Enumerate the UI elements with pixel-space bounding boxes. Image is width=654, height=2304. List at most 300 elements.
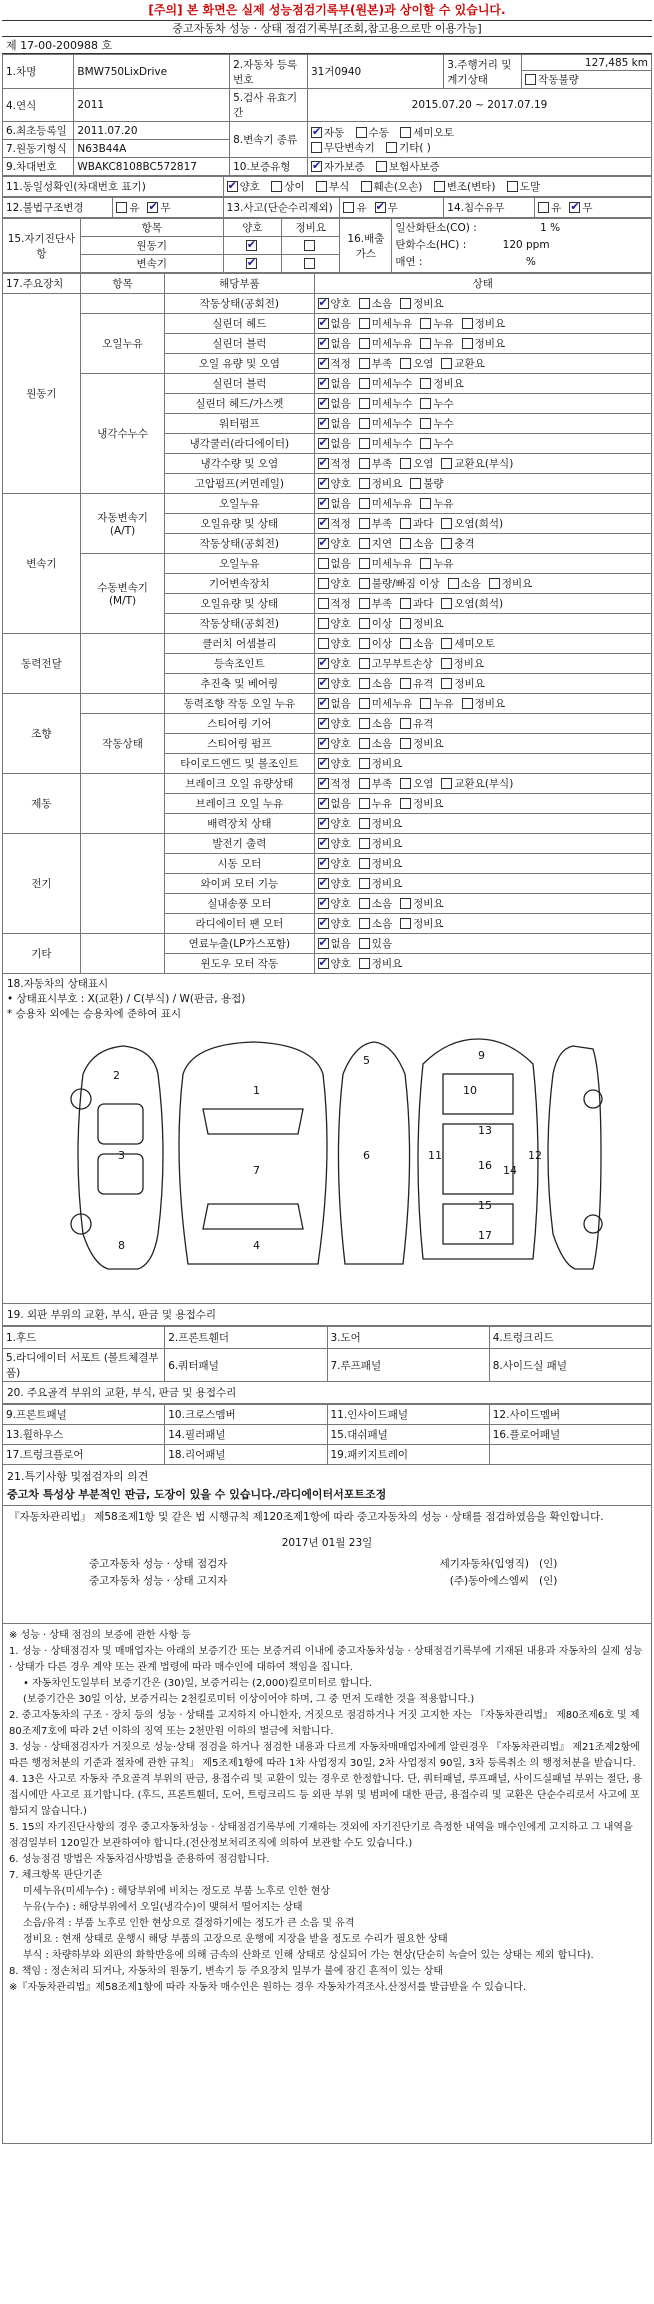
status-option-label: 양호 xyxy=(330,898,351,910)
status-checkbox[interactable] xyxy=(318,478,329,489)
status-checkbox[interactable] xyxy=(400,738,411,749)
status-checkbox[interactable] xyxy=(318,398,329,409)
status-part: 클러치 어셈블리 xyxy=(165,634,314,654)
warranty-options xyxy=(308,158,652,176)
status-checkbox[interactable] xyxy=(441,358,452,369)
status-subgroup: 오일누유 xyxy=(80,314,164,374)
status-option-label: 없음 xyxy=(330,318,351,330)
status-options xyxy=(314,554,652,574)
status-checkbox[interactable] xyxy=(420,418,431,429)
car-part-number: 10 xyxy=(463,1084,477,1097)
status-checkbox[interactable] xyxy=(359,398,370,409)
note-line: ※『자동차관리법』제58조제1항에 따라 자동차 매수인은 원하는 경우 자동차가격조사.산정서를 발급받을 수 있습니다. xyxy=(9,1982,527,1993)
status-checkbox[interactable] xyxy=(400,538,411,549)
warranty-self-label: 자가보증 xyxy=(324,161,365,173)
status-part: 실내송풍 모터 xyxy=(165,894,314,914)
status-checkbox[interactable] xyxy=(359,818,370,829)
status-checkbox[interactable] xyxy=(420,378,431,389)
trans-semi-checkbox[interactable] xyxy=(400,127,411,138)
status-row xyxy=(3,554,652,574)
status-checkbox[interactable] xyxy=(441,678,452,689)
status-checkbox[interactable] xyxy=(462,318,473,329)
status-checkbox[interactable] xyxy=(359,838,370,849)
status-checkbox[interactable] xyxy=(400,798,411,809)
sec20-item: 18.리어패널 xyxy=(165,1445,327,1465)
status-checkbox[interactable] xyxy=(318,498,329,509)
vin-mark-diff-checkbox[interactable] xyxy=(271,181,282,192)
trans-auto-checkbox[interactable] xyxy=(311,127,322,138)
motor-label: 7.원동기형식 xyxy=(3,140,74,158)
warranty-self-checkbox[interactable] xyxy=(311,161,322,172)
status-checkbox[interactable] xyxy=(318,358,329,369)
status-checkbox[interactable] xyxy=(420,498,431,509)
status-option-label: 오염 xyxy=(413,458,434,470)
status-option-label: 정비요 xyxy=(413,798,444,810)
status-option-label: 양호 xyxy=(330,818,351,830)
status-checkbox[interactable] xyxy=(318,578,329,589)
status-checkbox[interactable] xyxy=(318,878,329,889)
status-part: 작동상태(공회전) xyxy=(165,534,314,554)
status-checkbox[interactable] xyxy=(318,938,329,949)
status-checkbox[interactable] xyxy=(318,918,329,929)
diag-engine-good-checkbox[interactable] xyxy=(246,240,257,251)
status-option-label: 부족 xyxy=(371,458,393,470)
main-devices-table xyxy=(2,273,652,974)
diag-engine-bad-checkbox[interactable] xyxy=(304,240,315,251)
car-part-number: 11 xyxy=(428,1149,442,1162)
status-option-label: 교환요(부식) xyxy=(454,778,514,790)
vin-mark-altered-checkbox[interactable] xyxy=(434,181,445,192)
status-checkbox[interactable] xyxy=(420,558,431,569)
status-option-label: 유격 xyxy=(413,718,434,730)
status-row xyxy=(3,314,652,334)
status-checkbox[interactable] xyxy=(441,598,452,609)
status-checkbox[interactable] xyxy=(359,938,370,949)
status-option-label: 누수 xyxy=(433,438,454,450)
status-option-label: 없음 xyxy=(330,698,351,710)
status-checkbox[interactable] xyxy=(441,638,452,649)
status-checkbox[interactable] xyxy=(318,818,329,829)
status-option-label: 양호 xyxy=(330,538,351,550)
diag-trans-label: 변속기 xyxy=(80,255,223,273)
trans-manual-checkbox[interactable] xyxy=(356,127,367,138)
status-checkbox[interactable] xyxy=(359,578,370,589)
status-option-label: 누유 xyxy=(433,338,454,350)
sec20-item: 13.휠하우스 xyxy=(3,1425,165,1445)
status-row xyxy=(3,494,652,514)
sign-date: 2017년 01월 23일 xyxy=(281,1537,373,1549)
status-options xyxy=(314,794,652,814)
status-option-label: 정비요 xyxy=(474,698,506,710)
opinion-section xyxy=(2,1465,652,1506)
status-row xyxy=(3,934,652,954)
status-checkbox[interactable] xyxy=(400,618,411,629)
flood-no-checkbox[interactable] xyxy=(569,202,580,213)
status-checkbox[interactable] xyxy=(318,798,329,809)
sec19-item: 6.쿼터패널 xyxy=(165,1349,327,1382)
status-subgroup: 냉각수누수 xyxy=(80,374,164,494)
status-option-label: 정비요 xyxy=(371,758,403,770)
sec19-item: 1.후드 xyxy=(3,1327,165,1349)
warranty-insurer-checkbox[interactable] xyxy=(376,161,387,172)
status-options xyxy=(314,814,652,834)
status-checkbox[interactable] xyxy=(318,318,329,329)
vin-mark-painted-checkbox[interactable] xyxy=(507,181,518,192)
status-option-label: 누유 xyxy=(371,798,393,810)
status-options xyxy=(314,774,652,794)
sec20-item: 16.플로어패널 xyxy=(489,1425,651,1445)
status-checkbox[interactable] xyxy=(318,418,329,429)
status-subgroup xyxy=(80,294,164,314)
status-checkbox[interactable] xyxy=(359,338,370,349)
status-option-label: 적정 xyxy=(330,358,351,370)
status-checkbox[interactable] xyxy=(400,358,411,369)
status-option-label: 정비요 xyxy=(413,618,444,630)
status-option-label: 정비요 xyxy=(413,738,444,750)
status-checkbox[interactable] xyxy=(359,798,370,809)
status-option-label: 양호 xyxy=(330,478,351,490)
status-checkbox[interactable] xyxy=(318,438,329,449)
status-checkbox[interactable] xyxy=(400,298,411,309)
sec20-table xyxy=(2,1404,652,1465)
status-checkbox[interactable] xyxy=(359,558,370,569)
status-checkbox[interactable] xyxy=(318,758,329,769)
status-checkbox[interactable] xyxy=(410,478,421,489)
first-reg-value: 2011.07.20 xyxy=(74,122,230,140)
sec19-item: 2.프론트휀더 xyxy=(165,1327,327,1349)
status-checkbox[interactable] xyxy=(359,778,370,789)
status-group: 조향 xyxy=(3,694,81,774)
status-checkbox[interactable] xyxy=(359,878,370,889)
status-option-label: 적정 xyxy=(330,778,351,790)
status-checkbox[interactable] xyxy=(420,338,431,349)
sec20-item: 12.사이드멤버 xyxy=(489,1405,651,1425)
status-checkbox[interactable] xyxy=(359,758,370,769)
status-options xyxy=(314,854,652,874)
note-line: 1. 성능 · 상태점검자 및 매매업자는 아래의 보증기간 또는 보증거리 이내에 중고자동차성능 · 상태점검기록부에 기재된 내용과 자동차의 실제 성능 · 상태가 다른 경우 계약 또는 관계 법령에 따라 매수인에 대하여 책임을 집니다. xyxy=(9,1646,643,1673)
status-group: 변속기 xyxy=(3,494,81,634)
status-option-label: 양호 xyxy=(330,918,351,930)
status-checkbox[interactable] xyxy=(318,718,329,729)
car-diagram xyxy=(63,1034,603,1284)
status-checkbox[interactable] xyxy=(359,298,370,309)
status-part: 스티어링 펌프 xyxy=(165,734,314,754)
status-checkbox[interactable] xyxy=(359,698,370,709)
status-checkbox[interactable] xyxy=(318,778,329,789)
diag-trans-bad-checkbox[interactable] xyxy=(304,258,315,269)
note-line: • 자동차인도일부터 보증기간은 (30)일, 보증거리는 (2,000)킬로미터로 합니다. xyxy=(23,1678,373,1689)
status-checkbox[interactable] xyxy=(400,918,411,929)
status-group: 기타 xyxy=(3,934,81,974)
status-checkbox[interactable] xyxy=(400,518,411,529)
status-row xyxy=(3,834,652,854)
status-checkbox[interactable] xyxy=(400,638,411,649)
status-option-label: 없음 xyxy=(330,338,351,350)
flood-label: 14.침수유무 xyxy=(444,198,535,218)
status-checkbox[interactable] xyxy=(359,358,370,369)
status-checkbox[interactable] xyxy=(441,518,452,529)
status-option-label: 충격 xyxy=(454,538,475,550)
status-checkbox[interactable] xyxy=(420,438,431,449)
diag-header-item: 항목 xyxy=(80,219,223,237)
status-row xyxy=(3,374,652,394)
status-checkbox[interactable] xyxy=(359,598,370,609)
status-checkbox[interactable] xyxy=(318,298,329,309)
status-option-label: 과다 xyxy=(413,518,434,530)
signature-section xyxy=(2,1506,652,1624)
status-options xyxy=(314,594,652,614)
status-checkbox[interactable] xyxy=(359,458,370,469)
warranty-notes xyxy=(2,1624,652,2144)
status-checkbox[interactable] xyxy=(400,458,411,469)
status-part: 윈도우 모터 작동 xyxy=(165,954,314,974)
status-option-label: 교환요 xyxy=(454,358,485,370)
status-checkbox[interactable] xyxy=(359,438,370,449)
status-option-label: 정비요 xyxy=(501,578,533,590)
status-row xyxy=(3,634,652,654)
status-options xyxy=(314,954,652,974)
status-checkbox[interactable] xyxy=(318,738,329,749)
sec20-item: 9.프론트패널 xyxy=(3,1405,165,1425)
illegal-no-checkbox[interactable] xyxy=(147,202,158,213)
motor-value: N63B44A xyxy=(74,140,230,158)
status-checkbox[interactable] xyxy=(318,838,329,849)
status-options xyxy=(314,434,652,454)
status-option-label: 양호 xyxy=(330,618,351,630)
vin-label: 9.차대번호 xyxy=(3,158,74,176)
status-option-label: 적정 xyxy=(330,518,351,530)
status-option-label: 적정 xyxy=(330,598,351,610)
status-checkbox[interactable] xyxy=(359,738,370,749)
status-option-label: 정비요 xyxy=(413,298,444,310)
status-option-label: 정비요 xyxy=(371,838,403,850)
status-checkbox[interactable] xyxy=(462,698,473,709)
status-option-label: 양호 xyxy=(330,958,351,970)
status-option-label: 양호 xyxy=(330,298,351,310)
status-subgroup xyxy=(80,634,164,694)
status-row xyxy=(3,714,652,734)
note-line: (보증기간은 30일 이상, 보증거리는 2천킬로미터 이상이어야 하며, 그 중 먼저 도래한 것을 적용합니다.) xyxy=(23,1694,475,1705)
transmission-label: 8.변속기 종류 xyxy=(230,122,308,158)
sec19-item: 5.라디에이터 서포트 (볼트체결부품) xyxy=(3,1349,165,1382)
flood-yes-checkbox[interactable] xyxy=(538,202,549,213)
status-option-label: 미세누수 xyxy=(371,418,413,430)
status-part: 워터펌프 xyxy=(165,414,314,434)
sec19-item: 3.도어 xyxy=(327,1327,489,1349)
note-line: 누유(누수) : 해당부위에서 오일(냉각수)이 맺혀서 떨어지는 상태 xyxy=(23,1902,303,1913)
diag-label: 15.자기진단사항 xyxy=(3,219,81,273)
status-option-label: 정비요 xyxy=(371,818,403,830)
status-checkbox[interactable] xyxy=(359,318,370,329)
status-row xyxy=(3,694,652,714)
status-checkbox[interactable] xyxy=(318,858,329,869)
status-option-label: 정비요 xyxy=(454,678,485,690)
status-checkbox[interactable] xyxy=(400,778,411,789)
status-part: 실린더 블럭 xyxy=(165,374,314,394)
status-checkbox[interactable] xyxy=(318,618,329,629)
status-checkbox[interactable] xyxy=(359,958,370,969)
status-part: 등속조인트 xyxy=(165,654,314,674)
status-row xyxy=(3,294,652,314)
vin-mark-good-checkbox[interactable] xyxy=(227,181,238,192)
status-checkbox[interactable] xyxy=(359,638,370,649)
status-option-label: 양호 xyxy=(330,878,351,890)
status-part: 발전기 출력 xyxy=(165,834,314,854)
status-row xyxy=(3,774,652,794)
status-checkbox[interactable] xyxy=(441,658,452,669)
status-group: 동력전달 xyxy=(3,634,81,694)
trans-cvt-checkbox[interactable] xyxy=(311,142,322,153)
sec19-title: 19. 외판 부위의 교환, 부식, 판금 및 용접수리 xyxy=(2,1304,652,1326)
status-option-label: 미세누유 xyxy=(371,558,413,570)
status-part: 동력조향 작동 오일 누유 xyxy=(165,694,314,714)
status-option-label: 양호 xyxy=(330,738,351,750)
status-checkbox[interactable] xyxy=(318,458,329,469)
status-options xyxy=(314,394,652,414)
status-part: 배력장치 상태 xyxy=(165,814,314,834)
status-checkbox[interactable] xyxy=(359,898,370,909)
status-checkbox[interactable] xyxy=(318,518,329,529)
status-options xyxy=(314,754,652,774)
status-checkbox[interactable] xyxy=(359,858,370,869)
note-line: 소음/유격 : 부품 노후로 인한 현상으로 결정하기에는 정도가 큰 소음 및 유격 xyxy=(23,1918,355,1929)
sec18-title: 18.자동차의 상태표시 xyxy=(7,978,109,990)
status-checkbox[interactable] xyxy=(462,338,473,349)
status-checkbox[interactable] xyxy=(318,678,329,689)
status-checkbox[interactable] xyxy=(359,518,370,529)
status-option-label: 고무부트손상 xyxy=(371,658,433,670)
accident-no-checkbox[interactable] xyxy=(375,202,386,213)
status-checkbox[interactable] xyxy=(448,578,459,589)
status-checkbox[interactable] xyxy=(318,638,329,649)
status-checkbox[interactable] xyxy=(400,678,411,689)
status-option-label: 정비요 xyxy=(453,658,485,670)
sec20-item xyxy=(489,1445,651,1465)
status-checkbox[interactable] xyxy=(359,418,370,429)
illegal-yes-checkbox[interactable] xyxy=(116,202,127,213)
status-checkbox[interactable] xyxy=(400,718,411,729)
status-option-label: 불량/빠짐 이상 xyxy=(371,578,440,590)
status-checkbox[interactable] xyxy=(359,718,370,729)
sec20-item: 15.대쉬패널 xyxy=(327,1425,489,1445)
status-checkbox[interactable] xyxy=(318,378,329,389)
trans-cvt-label: 무단변속기 xyxy=(324,141,375,154)
status-checkbox[interactable] xyxy=(318,958,329,969)
status-checkbox[interactable] xyxy=(318,558,329,569)
status-part: 냉각쿨러(라디에이터) xyxy=(165,434,314,454)
status-checkbox[interactable] xyxy=(318,698,329,709)
sec20-title: 20. 주요골격 부위의 교환, 부식, 판금 및 용접수리 xyxy=(2,1382,652,1404)
note-line: 3. 성능 · 상태점검자가 거짓으로 성능·상태 점검을 하거나 점검한 내용과 다르게 자동차매매업자에게 알린경우 『자동차관리법』 제21조제2항에 따른 행정처분의 기준과 절차에 관한 규칙」 제5조제1항에 따라 1차 사업정지 30일, 2차 사업정지 90일, 3차 등록취소 의 행정처분을 받습니다. xyxy=(9,1742,640,1769)
validity-value: 2015.07.20 ~ 2017.07.19 xyxy=(308,89,652,122)
status-checkbox[interactable] xyxy=(359,678,370,689)
status-checkbox[interactable] xyxy=(359,378,370,389)
status-option-label: 미세누유 xyxy=(371,338,413,350)
status-checkbox[interactable] xyxy=(441,778,452,789)
status-checkbox[interactable] xyxy=(441,458,452,469)
status-part: 추진축 및 베어링 xyxy=(165,674,314,694)
meter-bad-checkbox[interactable] xyxy=(525,74,536,85)
status-part: 작동상태(공회전) xyxy=(165,614,314,634)
status-checkbox[interactable] xyxy=(318,898,329,909)
status-option-label: 누유 xyxy=(433,698,454,710)
status-option-label: 오염 xyxy=(413,778,434,790)
status-checkbox[interactable] xyxy=(359,478,370,489)
status-option-label: 누수 xyxy=(433,418,454,430)
status-option-label: 소음 xyxy=(371,718,393,730)
status-options xyxy=(314,874,652,894)
vin-mark-rust-checkbox[interactable] xyxy=(316,181,327,192)
status-checkbox[interactable] xyxy=(420,318,431,329)
note-line: 6. 성능점검 방법은 자동차검사방법을 준용하여 점검합니다. xyxy=(9,1854,270,1865)
vin-mark-damage-checkbox[interactable] xyxy=(361,181,372,192)
status-option-label: 세미오토 xyxy=(454,638,495,650)
car-part-number: 7 xyxy=(253,1164,260,1177)
car-part-number: 14 xyxy=(503,1164,517,1177)
sec20-item: 19.패키지트레이 xyxy=(327,1445,489,1465)
status-part: 연료누출(LP가스포함) xyxy=(165,934,314,954)
status-options xyxy=(314,734,652,754)
status-checkbox[interactable] xyxy=(318,338,329,349)
status-checkbox[interactable] xyxy=(359,618,370,629)
car-name-label: 1.차명 xyxy=(3,55,74,89)
status-checkbox[interactable] xyxy=(441,538,452,549)
status-checkbox[interactable] xyxy=(420,698,431,709)
status-checkbox[interactable] xyxy=(359,918,370,929)
mileage-value: 127,485 km xyxy=(522,56,651,71)
trans-other-checkbox[interactable] xyxy=(386,142,397,153)
hc-value: 120 ppm xyxy=(502,239,550,251)
status-option-label: 있음 xyxy=(371,938,393,950)
accident-yes-checkbox[interactable] xyxy=(343,202,354,213)
sec19-item: 8.사이드실 패널 xyxy=(489,1349,651,1382)
accident-table: 12.불법구조변경 유✔ 무 13.사고(단순수리제외) 유✔ 무 14.침수유무 유✔ 무 xyxy=(2,197,652,218)
status-options xyxy=(314,894,652,914)
validity-label: 5.검사 유효기간 xyxy=(230,89,308,122)
first-reg-label: 6.최초등록일 xyxy=(3,122,74,140)
illegal-label: 12.불법구조변경 xyxy=(3,198,113,218)
status-option-label: 정비요 xyxy=(474,318,506,330)
status-checkbox[interactable] xyxy=(400,898,411,909)
sec20-item: 14.필러패널 xyxy=(165,1425,327,1445)
status-option-label: 양호 xyxy=(330,578,351,590)
status-checkbox[interactable] xyxy=(318,658,329,669)
trans-manual-label: 수동 xyxy=(368,126,389,139)
status-checkbox[interactable] xyxy=(420,398,431,409)
status-checkbox[interactable] xyxy=(359,658,370,669)
status-options xyxy=(314,474,652,494)
status-part: 냉각수량 및 오염 xyxy=(165,454,314,474)
status-subgroup: 자동변속기 (A/T) xyxy=(80,494,164,554)
status-checkbox[interactable] xyxy=(318,538,329,549)
status-option-label: 소음 xyxy=(460,578,481,590)
status-subgroup xyxy=(80,834,164,934)
status-checkbox[interactable] xyxy=(400,598,411,609)
main-header-part: 해당부품 xyxy=(165,274,314,294)
sec19-item: 4.트렁크리드 xyxy=(489,1327,651,1349)
status-option-label: 없음 xyxy=(330,558,351,570)
note-line: 4. 13은 사고로 자동차 주요골격 부위의 판금, 용접수리 및 교환이 있는 경우로 한정합니다. 단, 쿼터패널, 루프패널, 사이드실패널 부위는 절단, 용접시에만 사고로 표기합니다. (후드, 프론트휀더, 도어, 트렁크리드 등 외판 부위 및 범퍼에 대한 판금, 용접수리 및 교환은 단순수리로서 사고에 포함되지 않습니다.) xyxy=(9,1774,643,1817)
status-options xyxy=(314,454,652,474)
status-option-label: 누수 xyxy=(433,398,454,410)
status-checkbox[interactable] xyxy=(489,578,500,589)
status-checkbox[interactable] xyxy=(359,538,370,549)
status-checkbox[interactable] xyxy=(359,498,370,509)
diag-trans-good-checkbox[interactable] xyxy=(246,258,257,269)
status-checkbox[interactable] xyxy=(318,598,329,609)
status-group: 전기 xyxy=(3,834,81,934)
trans-semi-label: 세미오토 xyxy=(413,126,454,139)
